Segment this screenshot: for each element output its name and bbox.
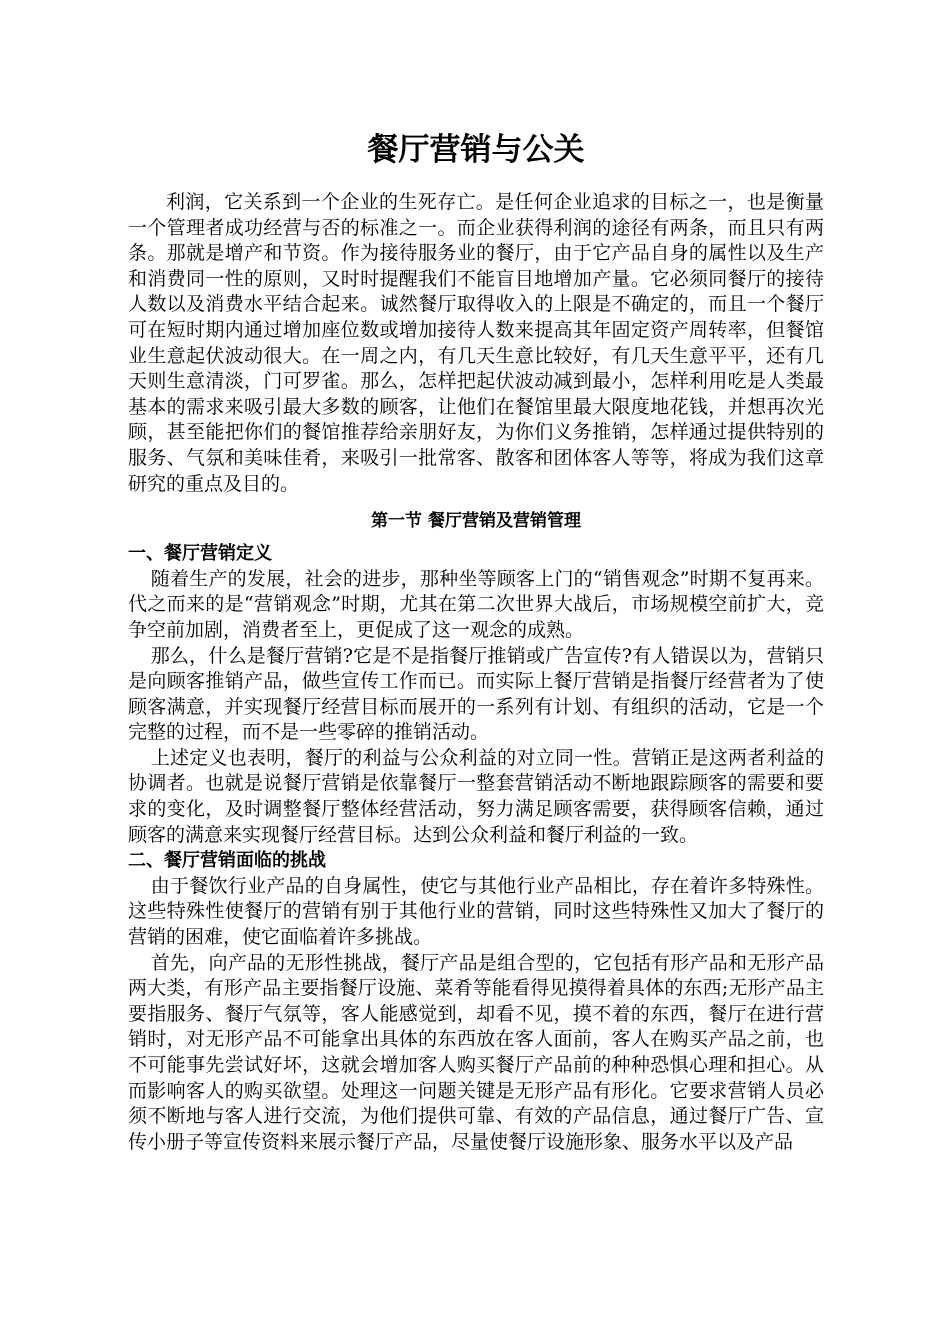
paragraph: 首先，向产品的无形性挑战，餐厅产品是组合型的，它包括有形产品和无形产品两大类，有形产品主要指餐厅设施、菜肴等能看得见摸得着具体的东西;无形产品主要指服务、餐厅气氛等，客人能感觉到，却看不见，摸不着的东西，餐厅在进行营销时，对无形产品不可能拿出具体的东西放在客人面前，客人在购买产品之前，也不可能事先尝试好坏，这就会增加客人购买餐厅产品前的种种恐惧心理和担心。从而影响客人的购买欲望。处理这一问题关键是无形产品有形化。它要求营销人员必须不断地与客人进行交流，为他们提供可靠、有效的产品信息，通过餐厅广告、宣传小册子等宣传资料来展示餐厅产品，尽量使餐厅设施形象、服务水平以及产品 xyxy=(128,951,824,1153)
section-title: 第一节 餐厅营销及营销管理 xyxy=(371,511,581,532)
document-title: 餐厅营销与公关 xyxy=(367,132,585,168)
document-body xyxy=(128,190,824,1155)
paragraph: 那么，什么是餐厅营销?它是不是指餐厅推销或广告宣传?有人错误以为，营销只是向顾客推销产品，做些宣传工作而已。而实际上餐厅营销是指餐厅经营者为了使顾客满意，并实现餐厅经营目标而展开的一系列有计划、有组织的活动，它是一个完整的过程，而不是一些零碎的推销活动。 xyxy=(128,644,824,744)
paragraph: 上述定义也表明，餐厅的利益与公众利益的对立同一性。营销正是这两者利益的协调者。也就是说餐厅营销是依靠餐厅一整套营销活动不断地跟踪顾客的需要和要求的变化，及时调整餐厅整体经营活动，努力满足顾客需要，获得顾客信赖，通过顾客的满意来实现餐厅经营目标。达到公众利益和餐厅利益的一致。 xyxy=(128,746,824,846)
paragraph: 随着生产的发展，社会的进步，那种坐等顾客上门的“销售观念”时期不复再来。代之而来的是“营销观念”时期，尤其在第二次世界大战后，市场规模空前扩大，竞争空前加剧，消费者至上，更促成了这一观念的成熟。 xyxy=(128,567,824,641)
intro-paragraph: 利润，它关系到一个企业的生死存亡。是任何企业追求的目标之一，也是衡量一个管理者成功经营与否的标准之一。而企业获得利润的途径有两条，而且只有两条。那就是增产和节资。作为接待服务业的餐厅，由于它产品自身的属性以及生产和消费同一性的原则，又时时提醒我们不能盲目地增加产量。它必须同餐厅的接待人数以及消费水平结合起来。诚然餐厅取得收入的上限是不确定的，而且一个餐厅可在短时期内通过增加座位数或增加接待人数来提高其年固定资产周转率，但餐馆业生意起伏波动很大。在一周之内，有几天生意比较好，有几天生意平平，还有几天则生意清淡，门可罗雀。那么，怎样把起伏波动减到最小，怎样利用吃是人类最基本的需求来吸引最大多数的顾客，让他们在餐馆里最大限度地花钱，并想再次光顾，甚至能把你们的餐馆推荐给亲朋好友，为你们义务推销，怎样通过提供特别的服务、气氛和美味佳肴，来吸引一批常客、散客和团体客人等等，将成为我们这章研究的重点及目的。 xyxy=(128,191,824,495)
subheading-definition: 一、餐厅营销定义 xyxy=(128,543,272,565)
subheading-challenges: 二、餐厅营销面临的挑战 xyxy=(128,850,326,872)
paragraph: 由于餐饮行业产品的自身属性，使它与其他行业产品相比，存在着许多特殊性。这些特殊性使餐厅的营销有别于其他行业的营销，同时这些特殊性又加大了餐厅的营销的困难，使它面临着许多挑战。 xyxy=(128,874,824,949)
